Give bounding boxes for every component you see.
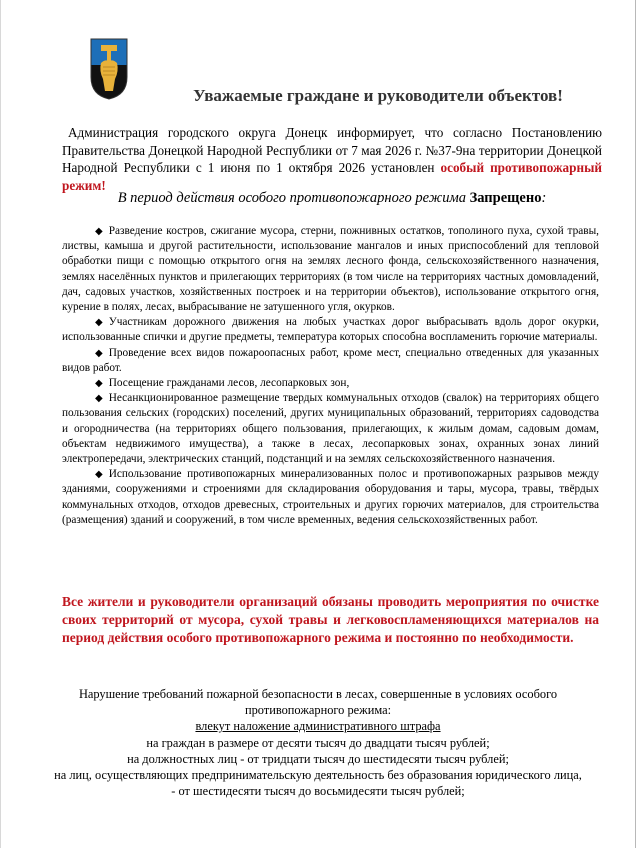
penalty-intro: Нарушение требований пожарной безопасности в лесах, совершенные в условиях особого противопожарного режима: bbox=[78, 687, 558, 718]
intro-text: Администрация городского округа Донецк информирует, что согласно Постановлению Правительства Донецкой Народной Республики от 7 мая 2026 г. №37-9на территории Донецкой Народной Республики с 1 июня по 1 октября 2026 установлен bbox=[62, 125, 602, 175]
penalty-line: на должностных лиц - от тридцати тысяч до шестидесяти тысяч рублей; bbox=[127, 751, 509, 766]
penalty-line: - от шестидесяти тысяч до восьмидесяти тысяч рублей; bbox=[171, 784, 465, 799]
diamond-bullet-icon: ◆ bbox=[95, 347, 103, 359]
list-item bbox=[62, 467, 599, 528]
diamond-bullet-icon: ◆ bbox=[95, 226, 103, 237]
diamond-bullet-icon: ◆ bbox=[95, 469, 103, 481]
list-item-text: Несанкционированное размещение твердых коммунальных отходов (свалок) на территориях общего пользования сельских (городских) поселений, других муниципальных образований, территориях садоводства и огородничества (на территориях общего пользования, прилегающих, к жилым домам, садовым домам, объектам недвижимого имущества), а также в лесах, лесопарковых зонах, охранных зонах линий электропередачи, электрических станций, подстанций и на землях сельскохозяйственного назначения. bbox=[62, 392, 599, 466]
penalty-line: на лиц, осуществляющих предпринимательскую деятельность без образования юридического лица, bbox=[54, 768, 582, 783]
intro-highlight: особый противопожарный режим! bbox=[62, 160, 602, 193]
residents-warning-text: Все жители и руководители организаций обязаны проводить мероприятия по очистке своих территорий от мусора, сухой травы и легковоспламеняющихся материалов на период действия особого противопожарного режима и постоянно по необходимости. bbox=[62, 594, 599, 645]
diamond-bullet-icon: ◆ bbox=[95, 393, 103, 405]
penalty-line: на граждан в размере от десяти тысяч до двадцати тысяч рублей; bbox=[146, 735, 490, 750]
penalty-section bbox=[40, 686, 596, 799]
list-item-text: Проведение всех видов пожароопасных работ, кроме мест, специально отведенных для указанных видов работ. bbox=[62, 346, 599, 374]
list-item bbox=[62, 376, 599, 391]
page-edge-left bbox=[0, 0, 1, 848]
prohibition-heading-text: В период действия особого противопожарного режима bbox=[117, 190, 470, 206]
prohibition-list bbox=[62, 224, 599, 528]
prohibition-heading-suffix: : bbox=[541, 190, 547, 206]
residents-warning bbox=[62, 593, 599, 647]
list-item-text: Участникам дорожного движения на любых участках дорог выбрасывать вдоль дорог окурки, использованные спички и другие предметы, температура которых способна воспламенить горючие материалы. bbox=[62, 316, 599, 344]
list-item bbox=[62, 391, 599, 467]
list-item-text: Посещение гражданами лесов, лесопарковых зон, bbox=[108, 377, 350, 390]
intro-paragraph bbox=[62, 124, 602, 194]
list-item bbox=[62, 224, 599, 315]
list-item-text: Использование противопожарных минерализованных полос и противопожарных разрывов между зданиями, сооружениями и строениями для складирования оборудования и тары, мусора, травы, твёрдых коммунальных отходов, отходов древесных, строительных и других горючих материалов, для строительства (размещения) зданий и сооружений, в том числе временных, ведения сельскохозяйственных работ. bbox=[62, 468, 599, 526]
diamond-bullet-icon: ◆ bbox=[95, 317, 103, 329]
diamond-bullet-icon: ◆ bbox=[95, 378, 103, 390]
page-title: Уважаемые граждане и руководители объектов! bbox=[193, 86, 563, 105]
prohibition-heading-bold: Запрещено bbox=[469, 190, 542, 206]
penalty-underlined: влекут наложение административного штрафа bbox=[195, 719, 441, 734]
list-item bbox=[62, 346, 599, 376]
prohibition-heading bbox=[62, 190, 602, 207]
list-item bbox=[62, 315, 599, 345]
list-item-text: Разведение костров, сжигание мусора, стерни, пожнивных остатков, тополиного пуха, сухой травы, листвы, камыша и другой растительности, использование мангалов и иных приспособлений для тепловой обработки пищи с помощью открытого огня на землях лесного фонда, сельскохозяйственного назначения, землях населённых пунктов и прилегающих территориях (в том числе на территориях частных домовладений, дач, садовых участков, хозяйственных построек и на территории объектов), использование открытого огня, курение в полях, лесах, выбрасывание не затушенного угля, окурков. bbox=[62, 225, 599, 314]
